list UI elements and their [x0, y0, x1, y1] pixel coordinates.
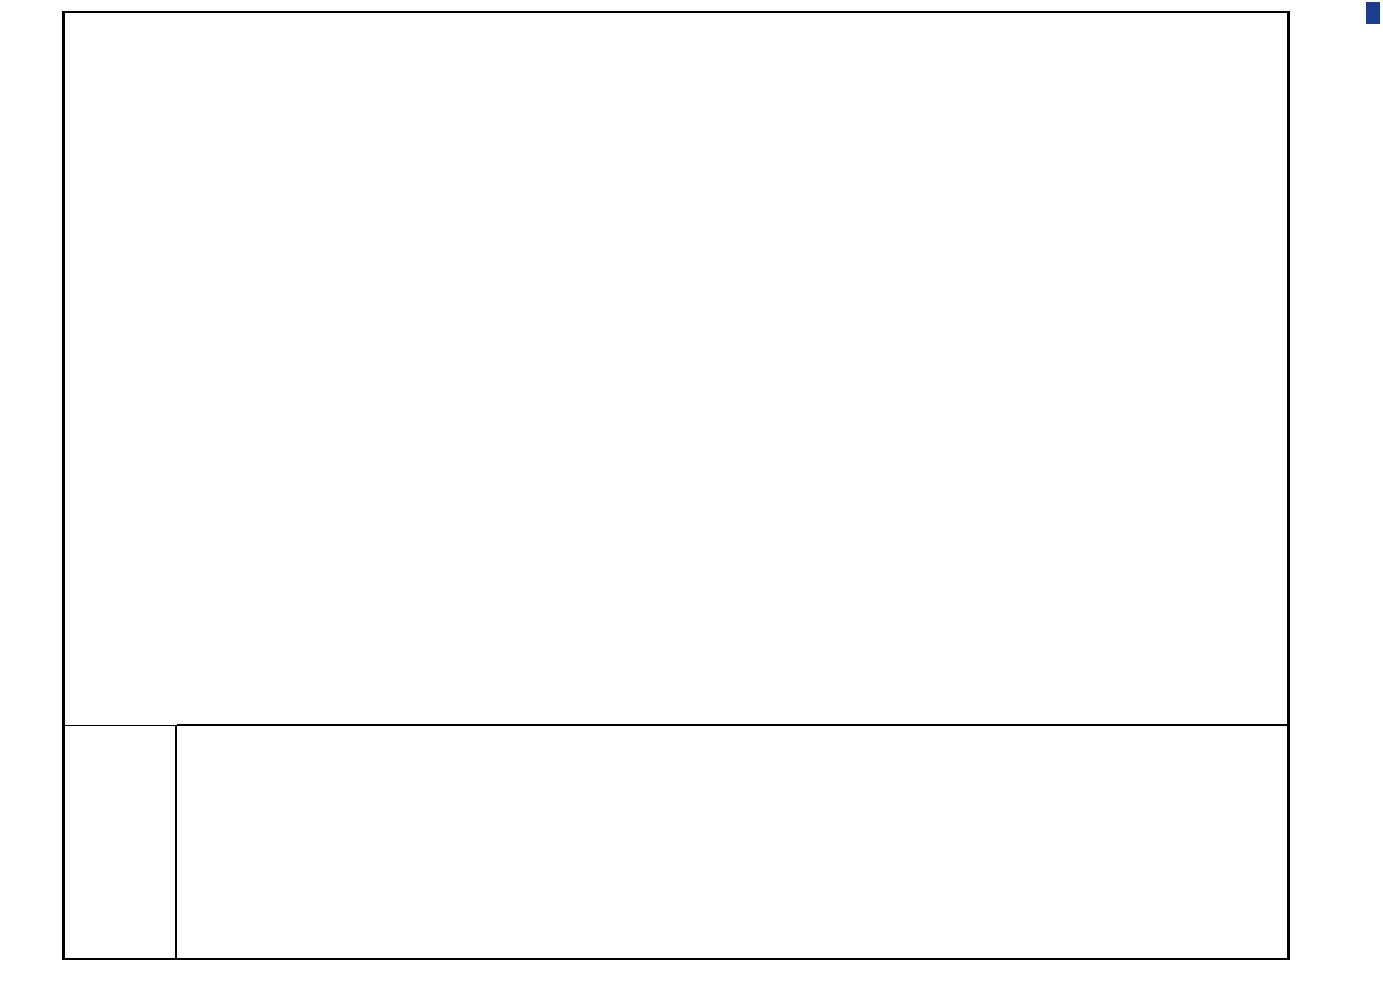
names-column — [177, 724, 1287, 958]
names-column-header — [65, 725, 177, 958]
goods-table — [62, 11, 1290, 960]
page-header — [10, 20, 60, 960]
dfg-logo — [1366, 2, 1380, 24]
values-grid — [65, 13, 1287, 725]
